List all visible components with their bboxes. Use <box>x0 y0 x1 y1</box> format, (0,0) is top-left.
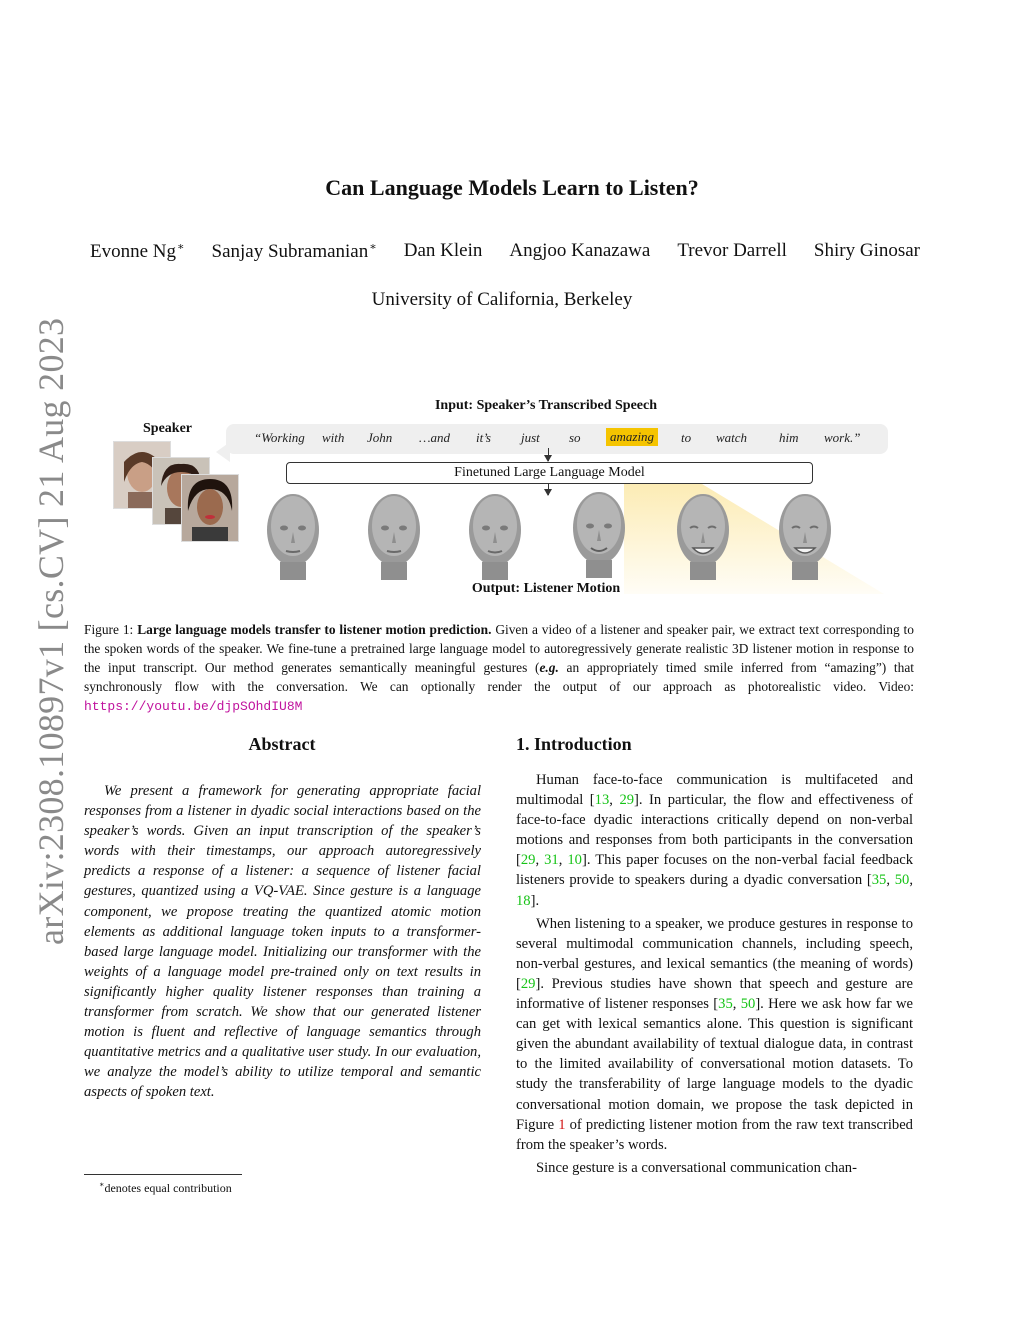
paper-title: Can Language Models Learn to Listen? <box>325 175 699 200</box>
listener-head <box>359 488 429 580</box>
transcript-word: him <box>779 430 799 445</box>
citation-link[interactable]: 35 <box>871 872 887 889</box>
llm-box: Finetuned Large Language Model <box>286 462 813 484</box>
author: Shiry Ginosar <box>813 240 920 261</box>
transcript-word-highlighted: amazing <box>606 428 658 446</box>
citation-link[interactable]: 50 <box>740 996 756 1013</box>
intro-paragraph: Human face-to-face communication is multifaceted and multimodal [13, 29]. In particular, the flow and effectiveness of face-to-face dyadic interactions critically depend on non-verbal motions and responses from both participants in the conversation [29, 31, 10]. This paper focuses on the non-verbal facial feedback listeners provide to speakers during a dyadic conversation [35, 50, 18]. <box>516 772 914 909</box>
abstract-heading: Abstract <box>248 734 316 754</box>
listener-head-smiling <box>770 488 840 580</box>
transcript-word: so <box>569 430 581 445</box>
listener-head <box>564 486 634 578</box>
intro-heading: 1. Introduction <box>516 734 632 754</box>
intro-paragraph: Since gesture is a conversational communication chan- <box>536 1159 857 1176</box>
author: Evonne Ng∗ <box>90 241 185 262</box>
transcript-word: …and <box>419 430 451 445</box>
footnote: ∗denotes equal contribution <box>99 1180 232 1195</box>
speaker-photo <box>181 474 239 542</box>
citation-link[interactable]: 13 <box>594 792 610 809</box>
transcript-word: it’s <box>476 430 491 445</box>
figure-caption: Figure 1: Large language models transfer to listener motion prediction. Given a video of a listener and speaker pair, we extract text corresponding to the spoken words of the speaker. We fine-tune a pretrained large language model to autoregressively generate realistic 3D listener motion in response to the input transcript. Our method generates semantically meaningful gestures (e.g. an appropriately timed smile inferred from “amazing”) that synchronously flow with the conversation. We can optionally render the output of our approach as photorealistic video. Video: https://youtu.be/djpSOhdIU8M <box>84 622 914 714</box>
figure-output-title: Output: Listener Motion <box>471 581 621 596</box>
transcript-word: watch <box>716 430 748 445</box>
arrow-icon <box>548 483 549 495</box>
citation-link[interactable]: 35 <box>718 996 733 1013</box>
footnote-rule <box>84 1174 242 1175</box>
transcript-word: John <box>367 430 393 445</box>
citation-link[interactable]: 29 <box>520 852 536 869</box>
author-list <box>90 240 920 263</box>
author: Trevor Darrell <box>677 240 787 261</box>
transcript-word: to <box>681 430 692 445</box>
citation-link[interactable]: 18 <box>516 892 531 909</box>
citation-link[interactable]: 29 <box>619 792 635 809</box>
transcript-word: work.” <box>824 430 861 445</box>
arxiv-stamp: arXiv:2308.10897v1 [cs.CV] 21 Aug 2023 <box>31 317 71 945</box>
author: Angjoo Kanazawa <box>509 240 651 261</box>
citation-link[interactable]: 50 <box>894 872 910 889</box>
citation-link[interactable]: 10 <box>567 852 582 869</box>
transcript-word: just <box>521 430 540 445</box>
abstract-text: We present a framework for generating appropriate facial responses from a listener in dyadic social interactions based on the speaker’s words. Given an input transcription of the speaker’s words with their timestamps, our approach autoregressively predicts a response of a listener: a sequence of listener facial gestures, quantized using a VQ-VAE. Since gesture is a language component, we propose treating the quantized atomic motion elements as additional language token inputs to a transformer-based large language model. Initializing our transformer with the weights of a language model pre-trained only on text results in significantly higher quality listener responses than training a transformer from scratch. We show that our generated listener motion is fluent and reflective of language semantics through quantitative metrics and a qualitative user study. In our evaluation, we analyze the model’s ability to utilize temporal and semantic aspects of spoken text. <box>84 783 481 1101</box>
figure-link[interactable]: 1 <box>558 1116 566 1133</box>
smile-highlight-glow <box>624 484 884 594</box>
listener-head <box>258 488 328 580</box>
video-link[interactable]: https://youtu.be/djpSOhdIU8M <box>84 699 303 714</box>
citation-link[interactable]: 31 <box>544 852 559 869</box>
speaker-label: Speaker <box>143 421 192 436</box>
figure-input-title: Input: Speaker’s Transcribed Speech <box>434 398 658 413</box>
affiliation: University of California, Berkeley <box>371 289 633 310</box>
intro-paragraph: When listening to a speaker, we produce gestures in response to several multimodal communication channels, including speech, non-verbal gestures, and lexical semantics (the meaning of words) [29]. Previous studies have shown that speech and gesture are informative of listener responses [35, 50]. Here we ask how far we can get with lexical semantics alone. This question is significant given the abundant availability of textual dialogue data, in contrast to the limited availability of conversational motion datasets. To study the transferability of large language models to the dyadic conversational motion domain, we propose the task depicted in Figure 1 of predicting listener motion from the raw text transcribed from the speaker’s words. <box>516 915 913 1153</box>
author: Sanjay Subramanian∗ <box>211 241 377 262</box>
listener-head <box>460 488 530 580</box>
transcript-word: with <box>322 430 345 445</box>
transcript-word: “Working <box>254 430 305 445</box>
listener-head-smiling <box>668 488 738 580</box>
arrow-icon <box>548 448 549 461</box>
citation-link[interactable]: 29 <box>520 975 536 992</box>
author: Dan Klein <box>403 240 483 261</box>
intro-text <box>516 770 913 1181</box>
